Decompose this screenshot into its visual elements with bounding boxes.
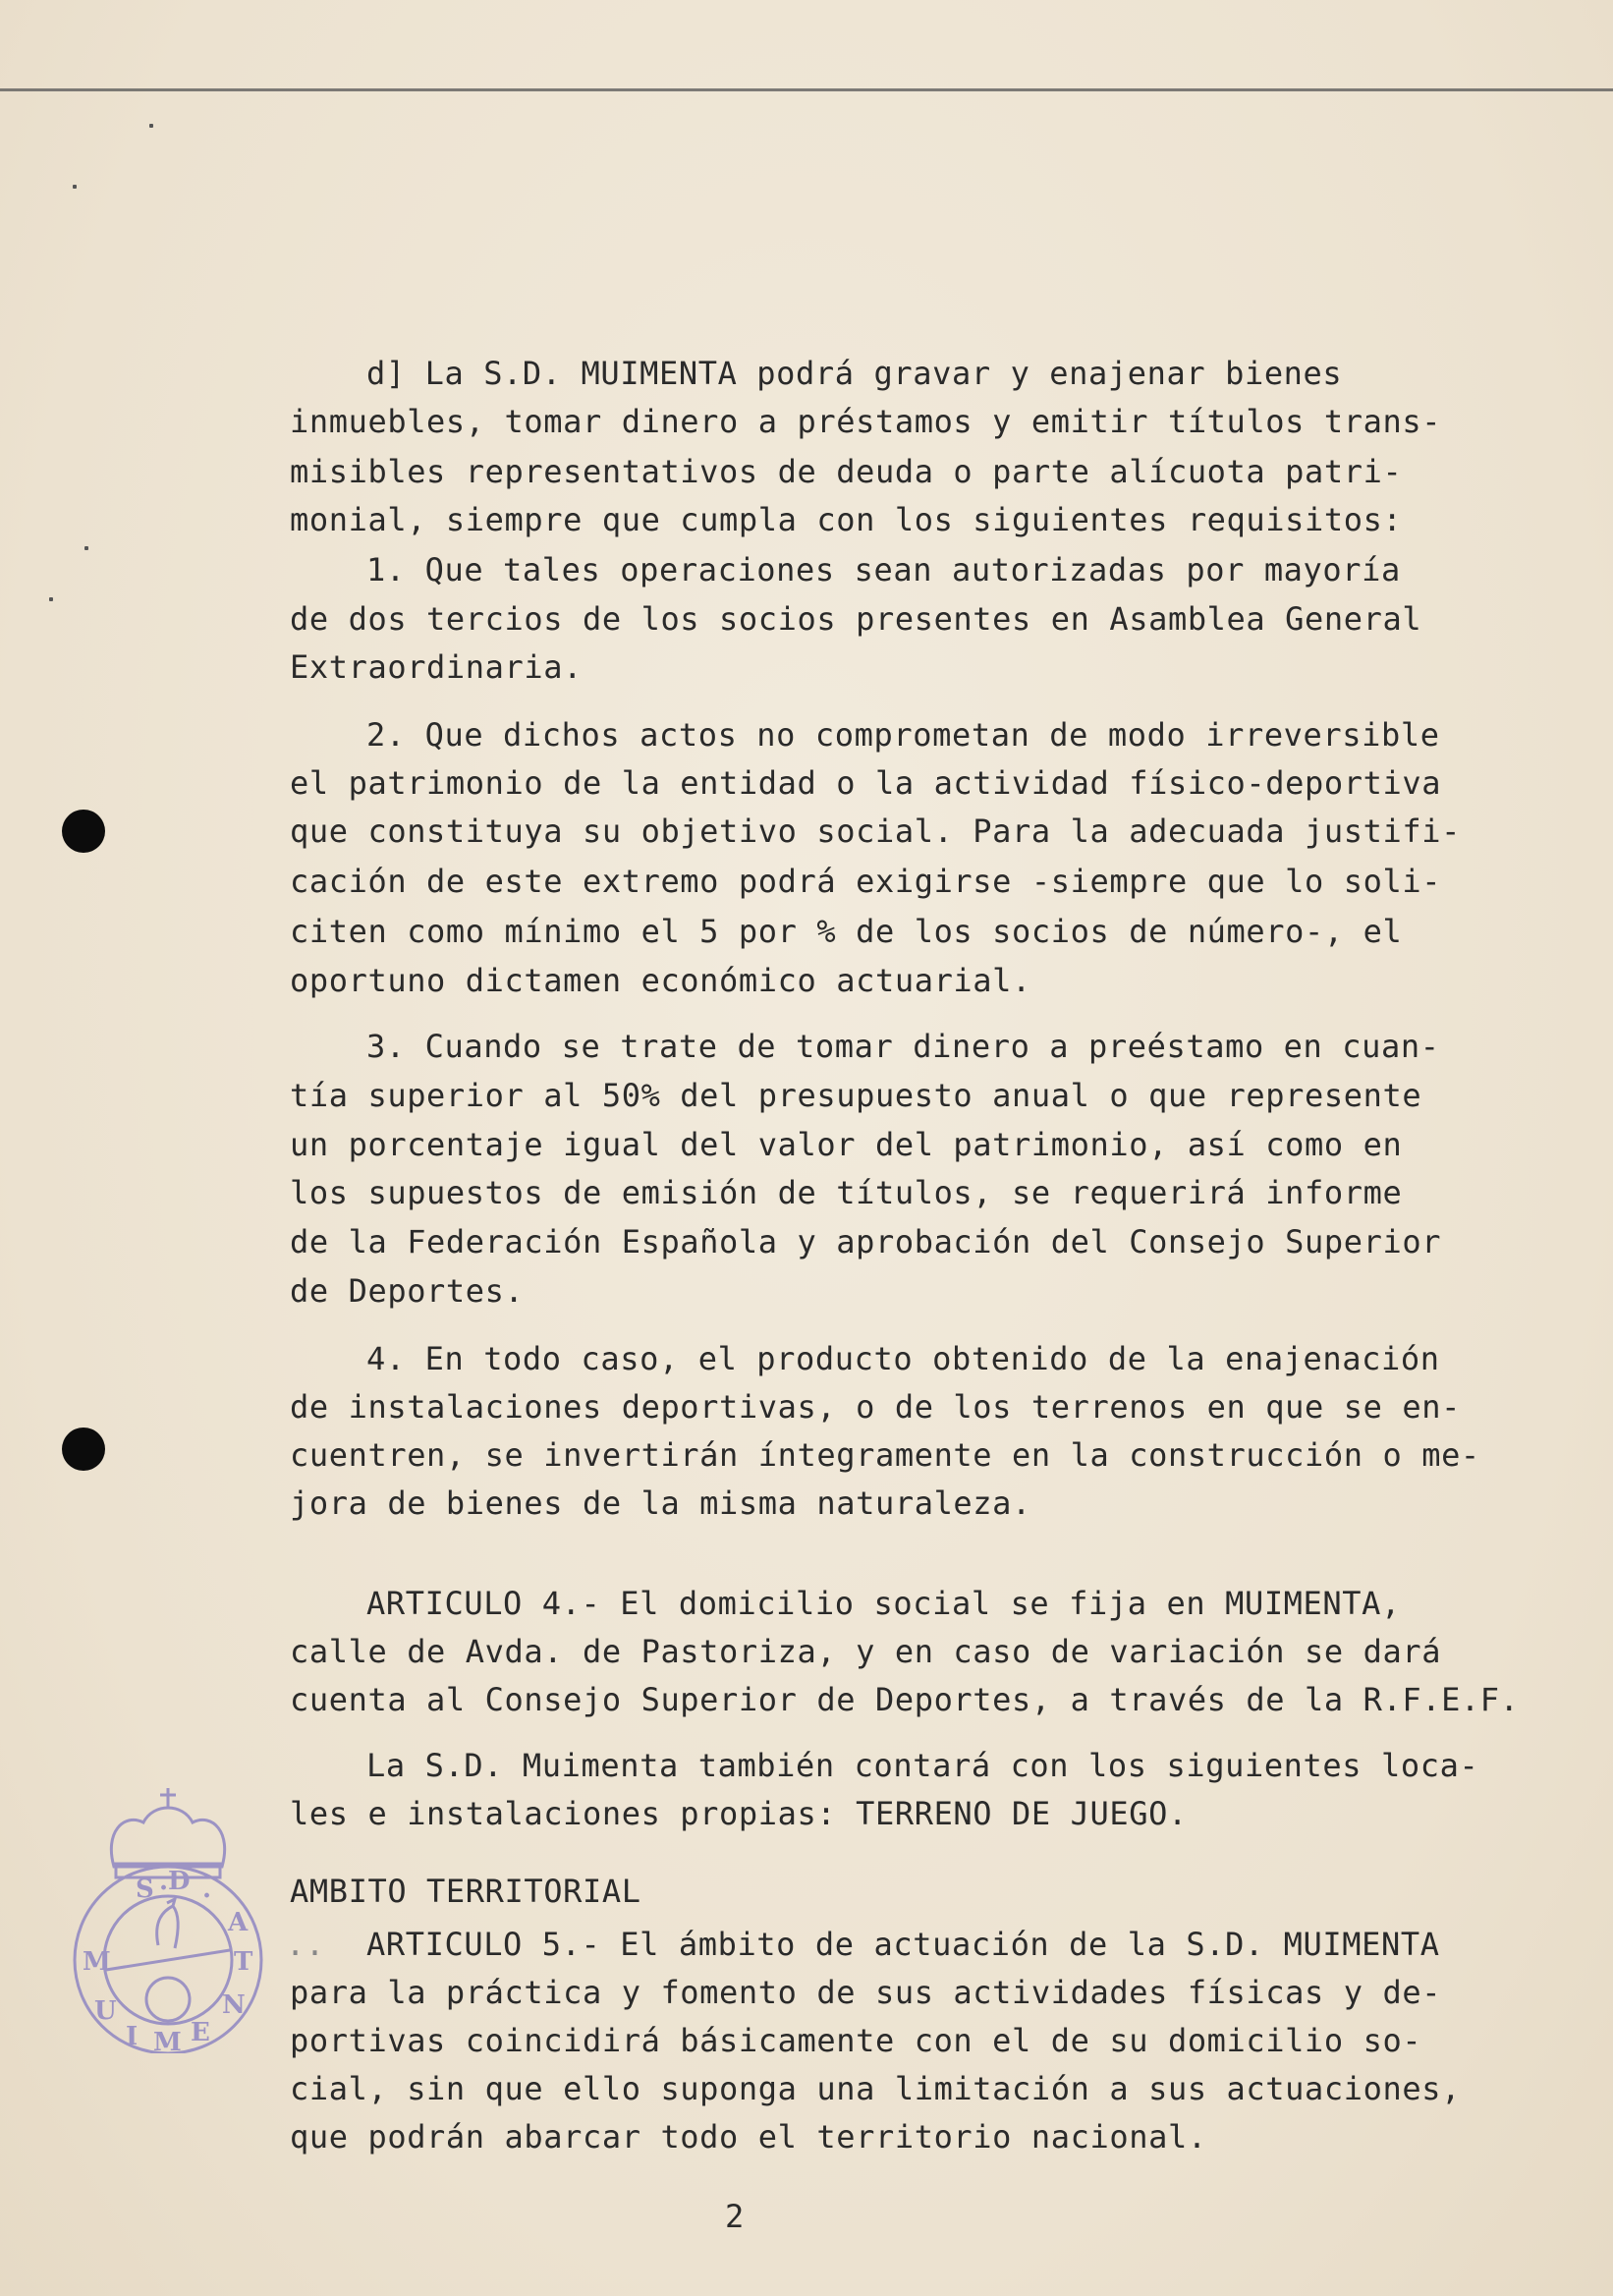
text-line: monial, siempre que cumpla con los siguientes requisitos: — [290, 501, 1403, 538]
svg-text:.: . — [202, 1875, 212, 1904]
svg-text:E: E — [191, 2018, 210, 2047]
text-line: Extraordinaria. — [290, 648, 583, 686]
svg-text:M: M — [83, 1947, 111, 1977]
svg-text:I: I — [126, 2022, 139, 2051]
speck — [149, 124, 153, 128]
text-line: d] La S.D. MUIMENTA podrá gravar y enajenar bienes — [366, 355, 1343, 392]
text-line: misibles representativos de deuda o parte alícuota patri- — [290, 453, 1403, 490]
text-line: un porcentaje igual del valor del patrimonio, así como en — [290, 1126, 1403, 1163]
speck — [84, 546, 88, 550]
text-line: calle de Avda. de Pastoriza, y en caso de variación se dará — [290, 1633, 1442, 1670]
text-line: citen como mínimo el 5 por % de los socios de número-, el — [290, 913, 1403, 950]
text-line: de la Federación Española y aprobación del Consejo Superior — [290, 1223, 1442, 1260]
svg-text:M: M — [153, 2028, 182, 2053]
svg-text:T: T — [234, 1947, 253, 1977]
margin-mark: .. — [286, 1926, 325, 1963]
svg-text:A: A — [228, 1908, 249, 1937]
text-line: para la práctica y fomento de sus actividades físicas y de- — [290, 1974, 1442, 2011]
speck — [49, 597, 53, 601]
text-line: que constituya su objetivo social. Para la adecuada justifi- — [290, 812, 1461, 850]
text-line: de Deportes. — [290, 1272, 525, 1310]
club-seal-stamp — [65, 1773, 271, 2053]
text-line: cuenta al Consejo Superior de Deportes, a través de la R.F.E.F. — [290, 1681, 1520, 1718]
text-line: cial, sin que ello suponga una limitación a sus actuaciones, — [290, 2070, 1461, 2107]
text-line: inmuebles, tomar dinero a préstamos y emitir títulos trans- — [290, 403, 1442, 440]
text-line: que podrán abarcar todo el territorio nacional. — [290, 2118, 1207, 2156]
svg-text:.D: .D — [159, 1867, 191, 1896]
svg-text:U: U — [94, 1996, 117, 2026]
text-line: 3. Cuando se trate de tomar dinero a preéstamo en cuan- — [366, 1028, 1440, 1065]
text-line: de instalaciones deportivas, o de los terrenos en que se en- — [290, 1388, 1461, 1426]
top-rule — [0, 88, 1613, 91]
svg-text:S: S — [136, 1875, 154, 1904]
text-line: 4. En todo caso, el producto obtenido de la enajenación — [366, 1340, 1440, 1377]
text-line: jora de bienes de la misma naturaleza. — [290, 1484, 1031, 1522]
punch-hole — [62, 1428, 105, 1471]
text-line: 2. Que dichos actos no comprometan de modo irreversible — [366, 716, 1440, 754]
article-5-heading-line: ARTICULO 5.- El ámbito de actuación de la S.D. MUIMENTA — [366, 1926, 1440, 1963]
text-line: les e instalaciones propias: TERRENO DE JUEGO. — [290, 1795, 1188, 1832]
text-line: oportuno dictamen económico actuarial. — [290, 962, 1031, 999]
text-line: 1. Que tales operaciones sean autorizadas por mayoría — [366, 551, 1401, 588]
page-number: 2 — [725, 2198, 745, 2235]
text-line: de dos tercios de los socios presentes en Asamblea General — [290, 600, 1422, 638]
text-line: los supuestos de emisión de títulos, se requerirá informe — [290, 1174, 1403, 1211]
section-heading: AMBITO TERRITORIAL — [290, 1873, 641, 1910]
text-line: tía superior al 50% del presupuesto anual o que represente — [290, 1077, 1422, 1114]
speck — [73, 185, 77, 189]
article-4-heading-line: ARTICULO 4.- El domicilio social se fija en MUIMENTA, — [366, 1585, 1401, 1622]
text-line: el patrimonio de la entidad o la actividad físico-deportiva — [290, 764, 1442, 802]
text-line: La S.D. Muimenta también contará con los siguientes loca- — [366, 1747, 1479, 1784]
text-line: portivas coincidirá básicamente con el de su domicilio so- — [290, 2022, 1422, 2059]
text-line: cuentren, se invertirán íntegramente en la construcción o me- — [290, 1436, 1480, 1474]
svg-text:N: N — [222, 1990, 246, 2020]
punch-hole — [62, 810, 105, 853]
text-line: cación de este extremo podrá exigirse -siempre que lo soli- — [290, 863, 1442, 900]
